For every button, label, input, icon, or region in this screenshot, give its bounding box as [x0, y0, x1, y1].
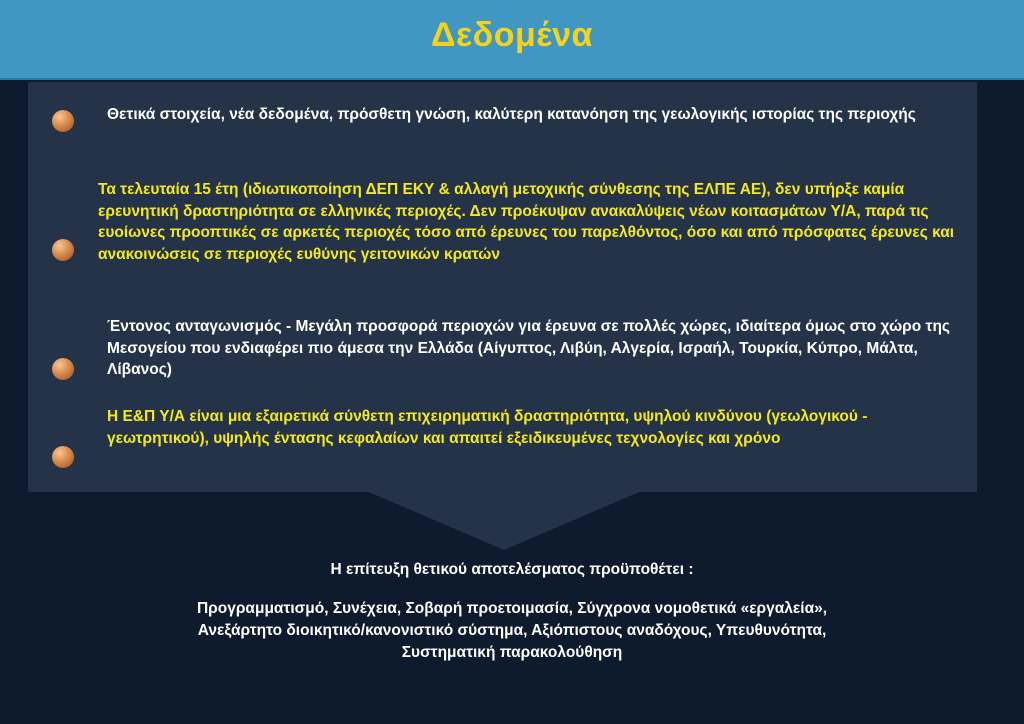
footer-heading: Η επίτευξη θετικού αποτελέσματος προϋποθέτει : — [330, 561, 694, 578]
footer-line-3: Συστηματική παρακολούθηση — [401, 644, 623, 661]
footer-line-2: Ανεξάρτητο διοικητικό/κανονιστικό σύστημα, Αξιόπιστους αναδόχους, Υπευθυνότητα, — [197, 622, 827, 639]
slide-title: Δεδομένα — [431, 16, 593, 54]
bullet-icon — [52, 110, 74, 132]
panel-pointer — [364, 490, 644, 550]
bullet-item-2: Τα τελευταία 15 έτη (ιδιωτικοποίηση ΔΕΠ ΕΚΥ & αλλαγή μετοχικής σύνθεσης της ΕΛΠΕ ΑΕ), δεν υπήρξε καμία ερευνητική δραστηριότητα σε ελληνικές περιοχές. Δεν προέκυψαν ανακαλύψεις νέων κοιτασμάτων Υ/Α, παρά τις ευοίωνες προοπτικές σε αρκετές περιοχές τόσο από έρευνες του παρελθόντος, όσο και από πρόσφατες έρευνες και ανακοινώσεις σε περιοχές ευθύνης γειτονικών κρατών — [98, 181, 955, 263]
title-bar — [0, 0, 1024, 80]
bullet-icon — [52, 358, 74, 380]
footer-line-1: Προγραμματισμό, Συνέχεια, Σοβαρή προετοιμασία, Σύγχρονα νομοθετικά «εργαλεία», — [196, 600, 828, 617]
footer-body — [60, 598, 964, 664]
bullet-item-3: Έντονος ανταγωνισμός - Μεγάλη προσφορά περιοχών για έρευνα σε πολλές χώρες, ιδιαίτερα όμως στο χώρο της Μεσογείου που ενδιαφέρει πιο άμεσα την Ελλάδα (Αίγυπτος, Λιβύη, Αλγερία, Ισραήλ, Τουρκία, Κύπρο, Μάλτα, Λίβανος) — [107, 318, 950, 378]
bullet-icon — [52, 446, 74, 468]
bullet-icon — [52, 239, 74, 261]
bullet-item-1: Θετικά στοιχεία, νέα δεδομένα, πρόσθετη γνώση, καλύτερη κατανόηση της γεωλογικής ιστορίας της περιοχής — [107, 106, 916, 123]
bullet-item-4: Η Ε&Π Υ/Α είναι μια εξαιρετικά σύνθετη επιχειρηματική δραστηριότητα, υψηλού κινδύνου (γεωλογικού - γεωτρητικού), υψηλής έντασης κεφαλαίων και απαιτεί εξειδικευμένες τεχνολογίες και χρόνο — [107, 408, 868, 447]
